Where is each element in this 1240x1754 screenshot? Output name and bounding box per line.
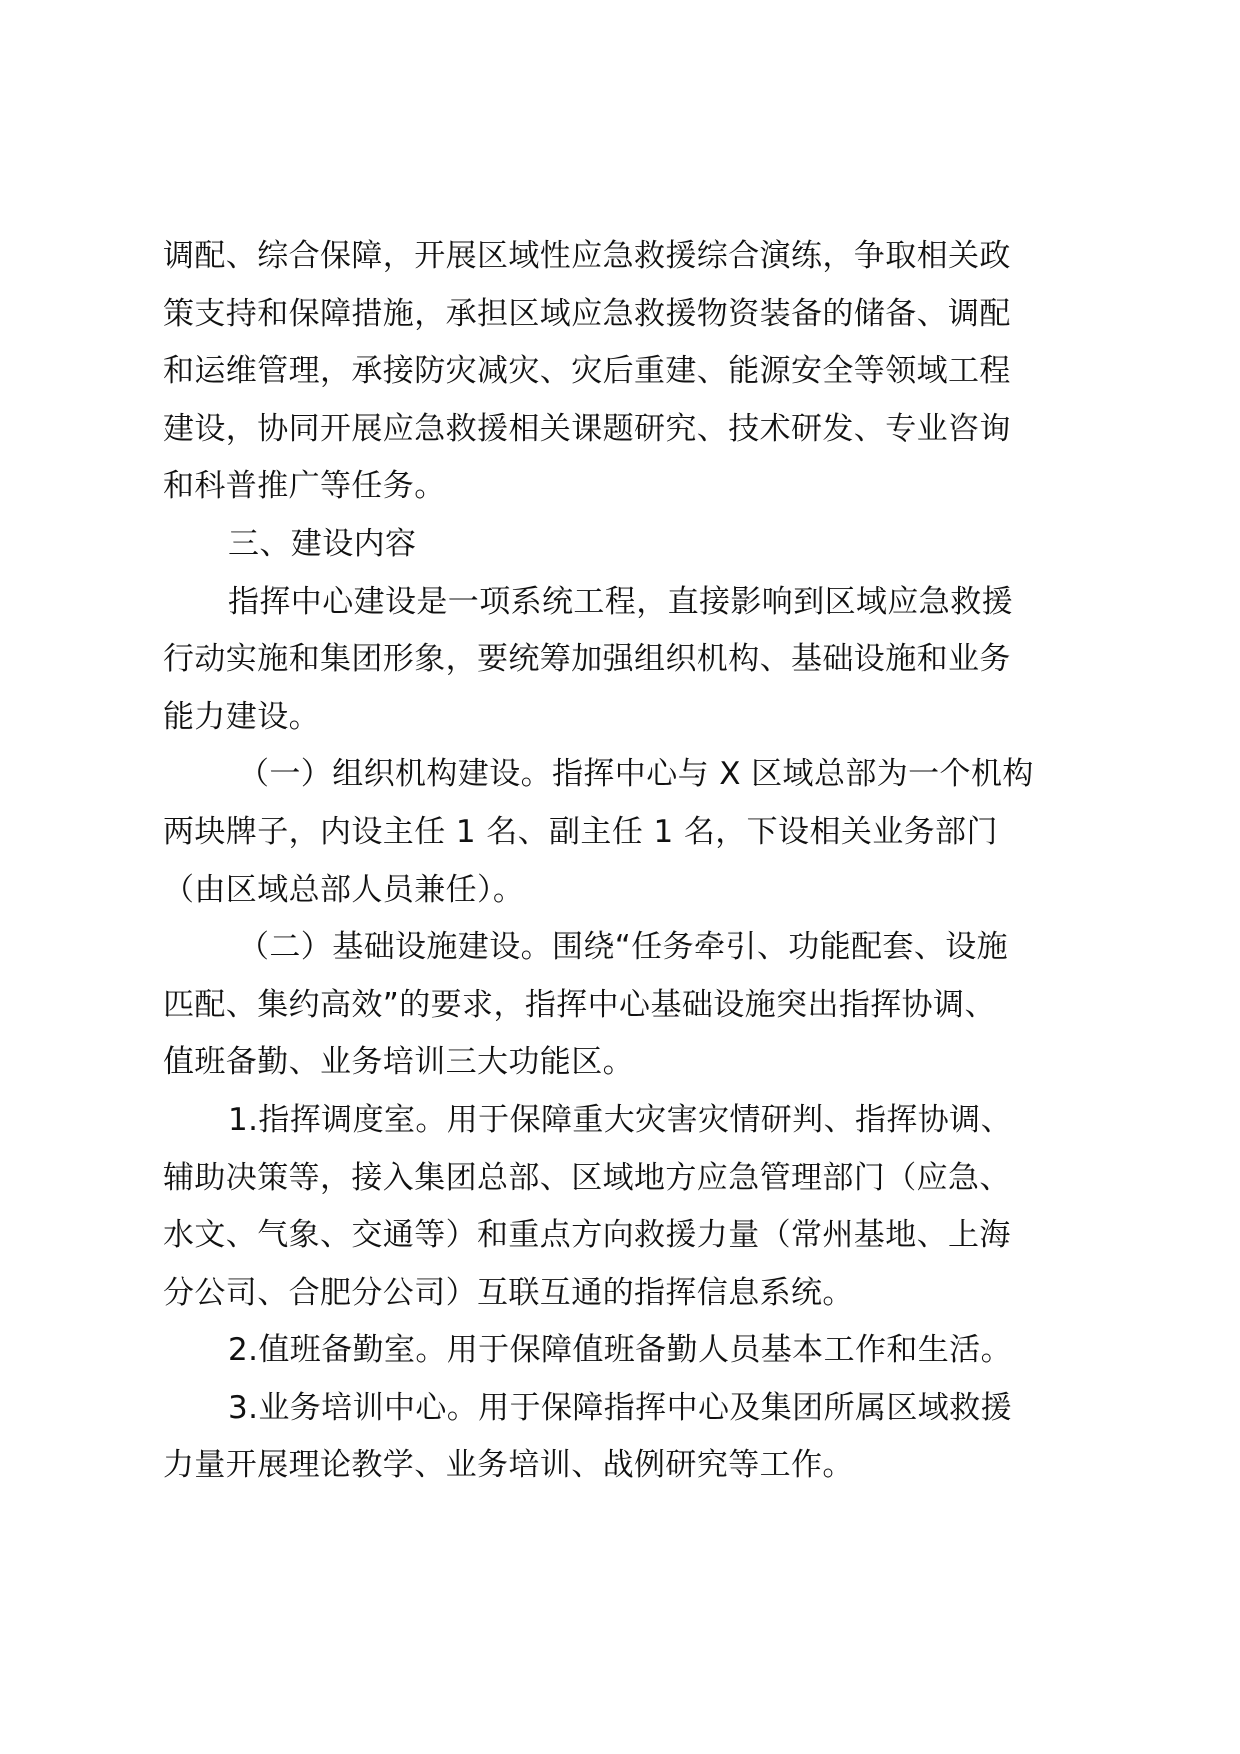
paragraph-line: 策支持和保障措施，承担区域应急救援物资装备的储备、调配 (163, 295, 1011, 332)
paragraph-line: 指挥中心建设是一项系统工程，直接影响到区域应急救援 (228, 583, 1013, 620)
document-body (163, 228, 1093, 1495)
subsection-line: （一）组织机构建设。指挥中心与 X 区域总部为一个机构 (238, 756, 1034, 793)
paragraph-line: （由区域总部人员兼任）。 (163, 871, 525, 908)
paragraph-line: 能力建设。 (163, 698, 320, 735)
section-heading: 三、建设内容 (228, 525, 417, 562)
paragraph-line: 匹配、集约高效”的要求，指挥中心基础设施突出指挥协调、 (163, 986, 996, 1023)
list-item-line: 1.指挥调度室。用于保障重大灾害灾情研判、指挥协调、 (228, 1101, 1012, 1138)
list-item-line: 2.值班备勤室。用于保障值班备勤人员基本工作和生活。 (228, 1332, 1012, 1369)
paragraph-line: 值班备勤、业务培训三大功能区。 (163, 1044, 634, 1081)
paragraph-line: 和科普推广等任务。 (163, 468, 446, 505)
paragraph-line: 水文、气象、交通等）和重点方向救援力量（常州基地、上海 (163, 1217, 1011, 1254)
list-item-line: 3.业务培训中心。用于保障指挥中心及集团所属区域救援 (228, 1389, 1012, 1426)
paragraph-line: 和运维管理，承接防灾减灾、灾后重建、能源安全等领域工程 (163, 353, 1011, 390)
paragraph-line: 建设，协同开展应急救援相关课题研究、技术研发、专业咨询 (163, 410, 1011, 447)
paragraph-line: 行动实施和集团形象，要统筹加强组织机构、基础设施和业务 (163, 641, 1011, 678)
paragraph-line: 分公司、合肥分公司）互联互通的指挥信息系统。 (163, 1274, 854, 1311)
paragraph-line: 调配、综合保障，开展区域性应急救援综合演练，争取相关政 (163, 238, 1011, 274)
paragraph-line: 辅助决策等，接入集团总部、区域地方应急管理部门（应急、 (163, 1159, 1011, 1196)
paragraph-line: 力量开展理论教学、业务培训、战例研究等工作。 (163, 1447, 854, 1484)
paragraph-line: 两块牌子，内设主任 1 名、副主任 1 名，下设相关业务部门 (163, 813, 998, 850)
subsection-line: （二）基础设施建设。围绕“任务牵引、功能配套、设施 (238, 929, 1009, 966)
